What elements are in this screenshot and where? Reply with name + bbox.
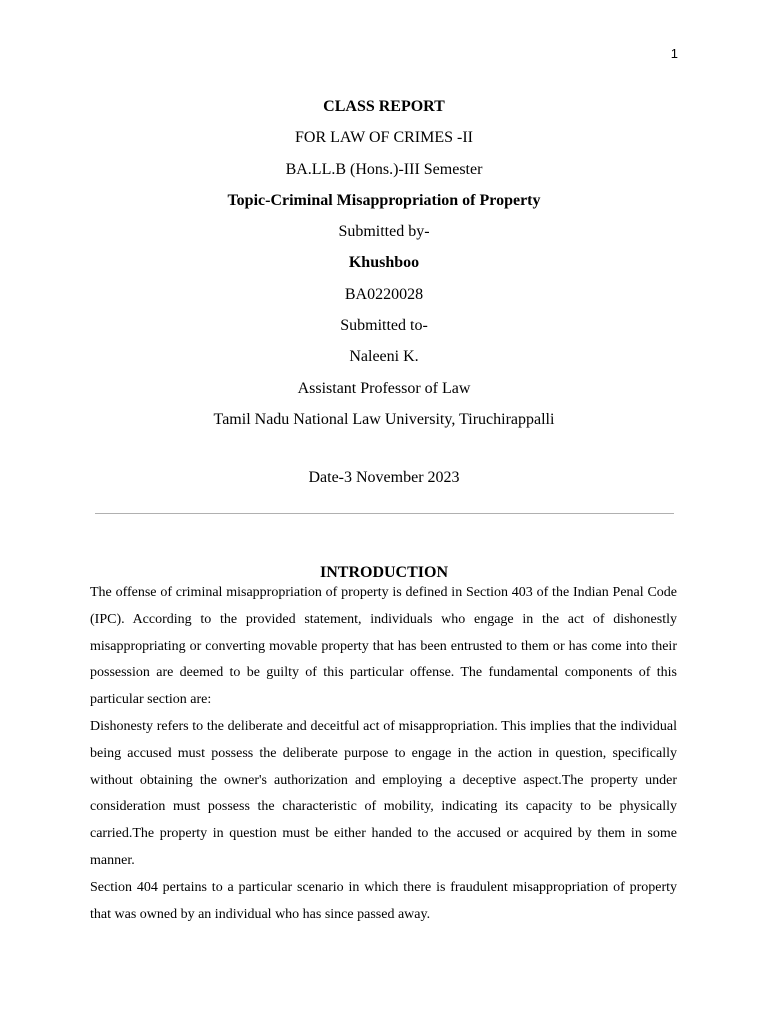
student-id: BA0220028 <box>344 285 424 303</box>
university-name: Tamil Nadu National Law University, Tiruchirappalli <box>213 410 555 428</box>
student-name: Khushboo <box>348 254 420 272</box>
submitted-by-label: Submitted by- <box>338 223 430 241</box>
introduction-paragraph: Section 404 pertains to a particular scenario in which there is fraudulent misappropriation of property that was owned by an individual who has since passed away. <box>90 879 677 922</box>
submitted-to-label: Submitted to- <box>340 317 428 335</box>
introduction-body <box>90 580 677 928</box>
introduction-paragraph: The offense of criminal misappropriation of property is defined in Section 403 of the Indian Penal Code (IPC). According to the provided statement, individuals who engage in the act of dishonestly misappropriating or converting movable property that has been entrusted to them or has come into their possession are deemed to be guilty of this particular offense. The fundamental components of this particular section are: <box>90 585 677 708</box>
faculty-title: Assistant Professor of Law <box>297 379 471 397</box>
section-divider <box>95 513 674 514</box>
report-date: Date-3 November 2023 <box>308 469 460 486</box>
report-title: CLASS REPORT <box>323 98 445 115</box>
introduction-paragraph: Dishonesty refers to the deliberate and deceitful act of misappropriation. This implies that the individual being accused must possess the deliberate purpose to engage in the action in question, specifically without obtaining the owner's authorization and employing a deceptive aspect.The property under consideration must possess the characteristic of mobility, indicating its capacity to be physically carried.The property in question must be either handed to the accused or acquired by them in some manner. <box>90 718 677 868</box>
title-block <box>0 91 768 435</box>
program-name: BA.LL.B (Hons.)-III Semester <box>285 160 483 178</box>
page-number: 1 <box>670 46 678 61</box>
introduction-heading: INTRODUCTION <box>319 564 448 581</box>
faculty-name: Naleeni K. <box>349 348 419 366</box>
course-name: FOR LAW OF CRIMES -II <box>295 129 473 147</box>
report-topic: Topic-Criminal Misappropriation of Property <box>227 191 541 209</box>
